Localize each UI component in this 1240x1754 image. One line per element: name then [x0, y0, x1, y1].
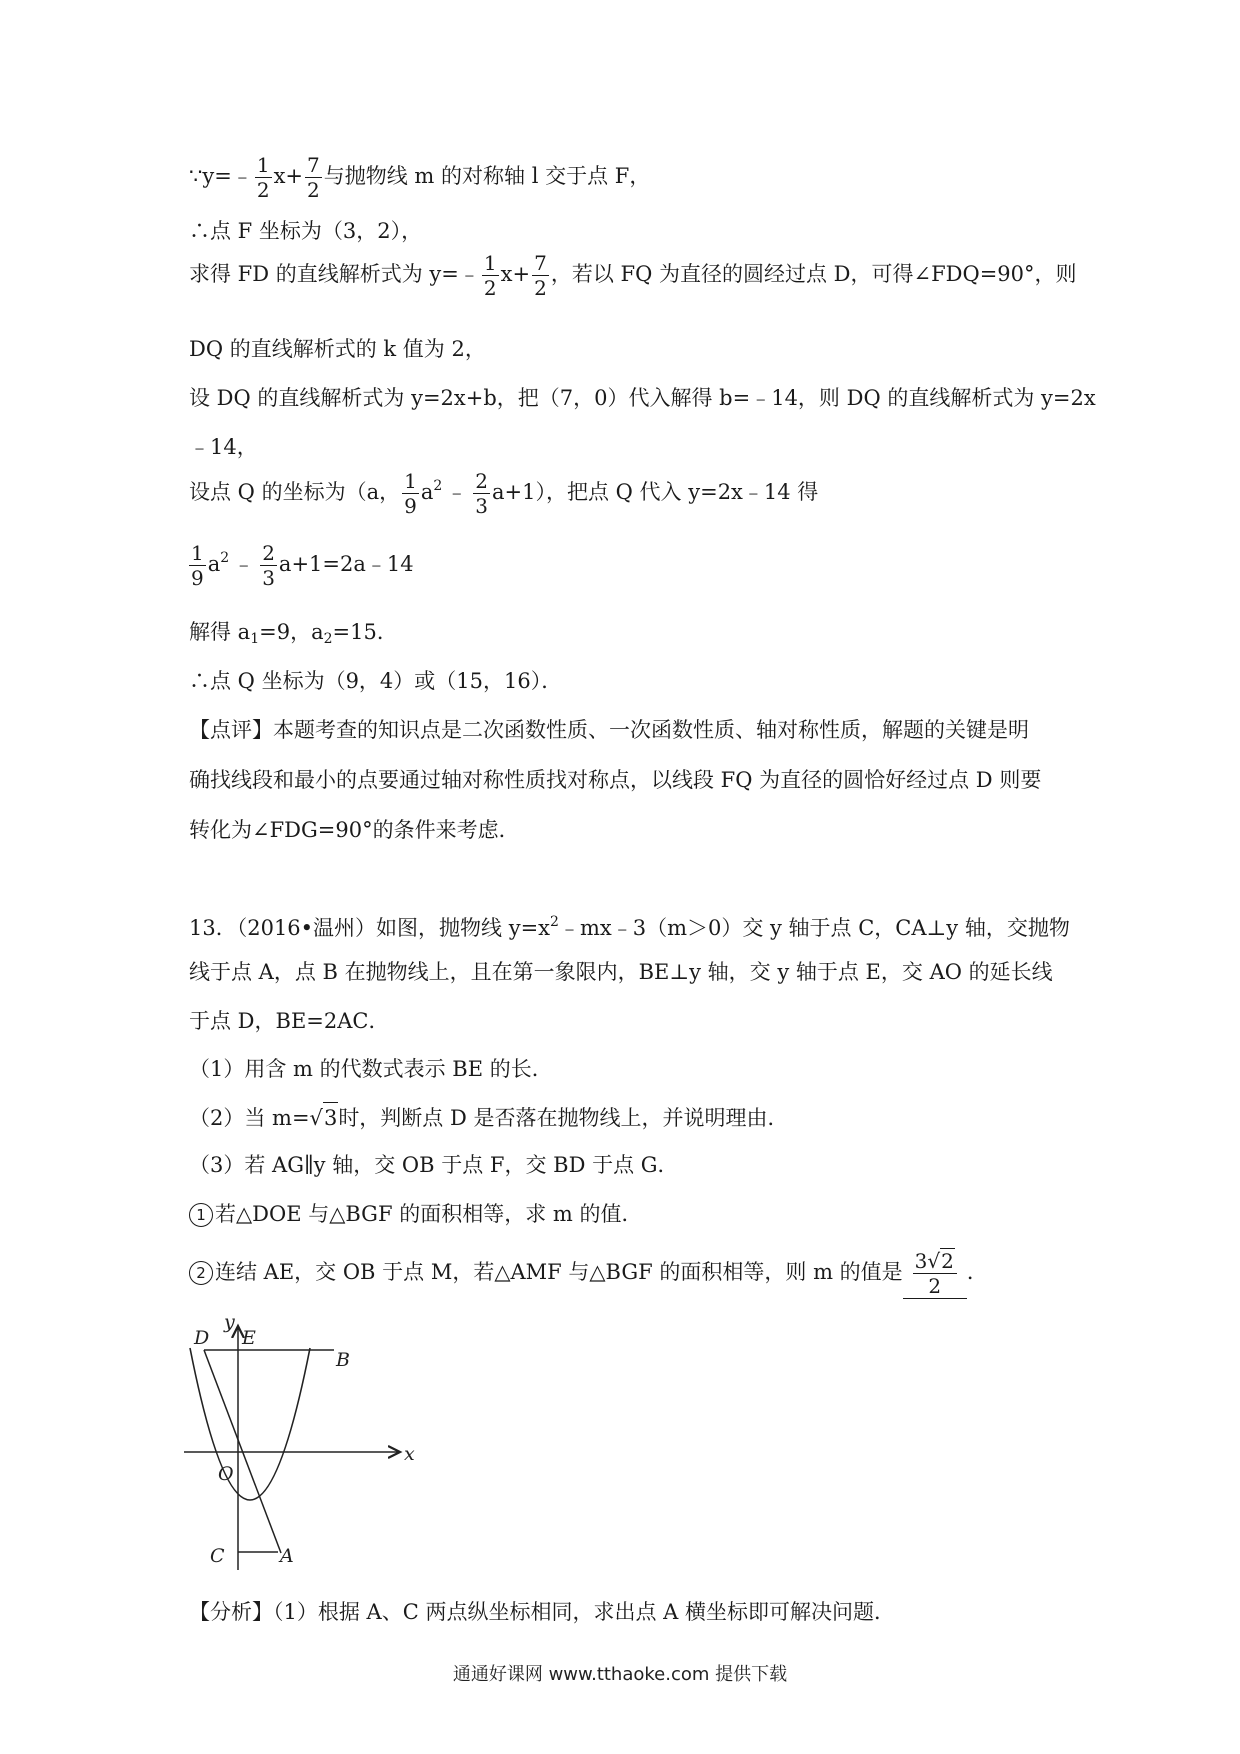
label-b: B	[336, 1349, 350, 1371]
text: ，若以 FQ 为直径的圆经过点 D，可得∠FDQ=90°，则	[550, 262, 1077, 286]
text: a+1=2a﹣14	[278, 552, 414, 576]
answer-blank	[903, 1248, 967, 1299]
parabola	[190, 1348, 310, 1500]
solution-line-5: 设 DQ 的直线解析式为 y=2x+b，把（7，0）代入解得 b=﹣14，则 DQ 的直线解析式为 y=2x	[189, 386, 1096, 410]
solution-line-8: $\frac{1}{9}$ $a^2$ ﹣ $\frac{2}{3}$ a+1=2a﹣14	[191, 541, 414, 590]
text: x+	[273, 164, 304, 188]
label-d: D	[194, 1327, 210, 1349]
fraction: $\frac{1}{2}$	[483, 251, 497, 300]
text: ∵y=﹣	[189, 164, 253, 188]
fraction: $\frac{1}{2}$	[256, 153, 270, 202]
text: 与抛物线 m 的对称轴 l 交于点 F，	[323, 164, 651, 188]
circled-number: 2	[189, 1261, 213, 1285]
question-line-3: 于点 D，BE=2AC．	[189, 1009, 390, 1033]
answer-fraction: $\frac{3√2}{2}$	[913, 1248, 957, 1298]
label-e: E	[242, 1327, 256, 1349]
text: a+1），把点 Q 代入 y=2x﹣14 得	[492, 480, 819, 504]
solution-line-6: ﹣14，	[189, 435, 258, 459]
solution-line-1	[189, 153, 650, 202]
footer-text: 通通好课网 www.tthaoke.com 提供下载	[452, 1664, 788, 1685]
comment-line-1: 【点评】本题考查的知识点是二次函数性质、一次函数性质、轴对称性质，解题的关键是明	[189, 718, 1029, 742]
question-line-2: 线于点 A，点 B 在抛物线上，且在第一象限内，BE⊥y 轴，交 y 轴于点 E，交 AO 的延长线	[189, 960, 1053, 984]
text: x+	[500, 262, 531, 286]
text: 设点 Q 的坐标为（a，	[189, 480, 401, 504]
label-a: A	[280, 1545, 294, 1567]
label-x: x	[404, 1443, 415, 1465]
comment-line-2: 确找线段和最小的点要通过轴对称性质找对称点，以线段 FQ 为直径的圆恰好经过点 D 则要	[189, 768, 1042, 792]
parabola-figure	[182, 1310, 422, 1572]
question-line-1: 13．（2016•温州）如图，抛物线 $y=x^2﹣mx﹣3(m>0)$交 y 轴于点 C，CA⊥y 轴，交抛物	[189, 914, 1070, 940]
solution-line-3	[189, 251, 1077, 300]
question-part-1: （1）用含 m 的代数式表示 BE 的长．	[189, 1057, 553, 1081]
solution-line-9: 解得 $a_1=9$，$a_2=15$．	[189, 620, 398, 647]
question-part-2: （2）当 m=√3时，判断点 D 是否落在抛物线上，并说明理由．	[189, 1102, 789, 1133]
label-c: C	[210, 1545, 225, 1567]
label-o: O	[218, 1463, 234, 1485]
figure-svg	[182, 1310, 422, 1572]
circled-number: 1	[189, 1203, 213, 1227]
solution-line-7: 设点 Q 的坐标为（a， $\frac{1}{9}$ $a^2$ ﹣ $\frac{2}{3}$ a+1），把点 Q 代入 y=2x﹣14 得	[189, 469, 819, 518]
fraction: $\frac{2}{3}$	[475, 469, 489, 518]
fraction: $\frac{7}{2}$	[307, 153, 320, 202]
solution-line-10: ∴点 Q 坐标为（9，4）或（15，16）．	[189, 669, 563, 693]
fraction: $\frac{1}{9}$	[404, 469, 417, 518]
sqrt: √3	[310, 1102, 339, 1133]
analysis-line: 【分析】（1）根据 A、C 两点纵坐标相同，求出点 A 横坐标即可解决问题．	[189, 1600, 895, 1624]
question-sub-2: 2 连结 AE，交 OB 于点 M，若△AMF 与△BGF 的面积相等，则 m 的值是 $\frac{3√2}{2}$ ．	[189, 1248, 988, 1299]
label-y: y	[224, 1311, 235, 1333]
fraction: $\frac{2}{3}$	[262, 541, 275, 590]
solution-line-2: ∴点 F 坐标为（3，2），	[189, 219, 423, 243]
comment-line-3: 转化为∠FDG=90°的条件来考虑．	[189, 818, 520, 842]
solution-line-4: DQ 的直线解析式的 k 值为 2，	[189, 337, 486, 361]
fraction: $\frac{1}{9}$	[191, 541, 204, 590]
fraction: $\frac{7}{2}$	[534, 251, 547, 300]
text: 求得 FD 的直线解析式为 y=﹣	[189, 262, 480, 286]
question-sub-1: 1 若△DOE 与△BGF 的面积相等，求 m 的值．	[189, 1199, 642, 1229]
question-part-3: （3）若 AG∥y 轴，交 OB 于点 F，交 BD 于点 G．	[189, 1153, 679, 1177]
